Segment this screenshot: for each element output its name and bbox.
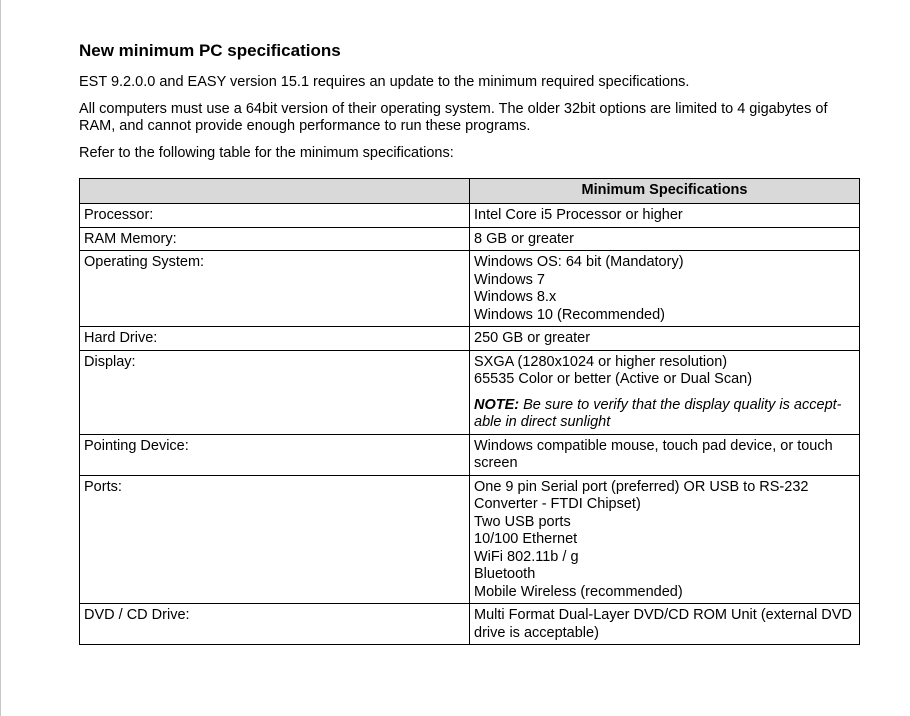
- value-line: Windows OS: 64 bit (Mandatory): [474, 254, 684, 270]
- row-value-dvd-cd-drive: [470, 604, 860, 645]
- display-note: [474, 397, 855, 432]
- os-requirement-paragraph: All computers must use a 64bit version of their operating system. The older 32bit options are limited to 4 gigabytes of RAM, and cannot provide enough performance to run these programs.: [79, 101, 828, 134]
- value-line: Windows 8.x: [474, 289, 557, 305]
- row-label-processor: Processor:: [80, 204, 470, 228]
- table-header-row: [80, 179, 860, 204]
- row-label-dvd-cd-drive: DVD / CD Drive:: [80, 604, 470, 645]
- row-label-ram: RAM Memory:: [80, 227, 470, 251]
- table-row: [80, 350, 860, 434]
- table-row: [80, 251, 860, 327]
- value-line: 65535 Color or better (Active or Dual Scan): [474, 371, 753, 387]
- note-label: NOTE:: [474, 396, 520, 413]
- note-text: Be sure to verify that the display quality is accept-able in direct sunlight: [474, 396, 842, 430]
- row-value-ram: [470, 227, 860, 251]
- row-label-ports: Ports:: [80, 475, 470, 604]
- row-value-os: [470, 251, 860, 327]
- value-line: SXGA (1280x1024 or higher resolution): [474, 353, 728, 370]
- table-row: [80, 604, 860, 645]
- value-line: Bluetooth: [474, 566, 536, 582]
- table-reference-paragraph: Refer to the following table for the minimum specifications:: [79, 145, 454, 161]
- value-line: 250 GB or greater: [474, 330, 591, 346]
- row-label-hard-drive: Hard Drive:: [80, 327, 470, 351]
- row-value-hard-drive: [470, 327, 860, 351]
- value-line: Two USB ports: [474, 513, 571, 530]
- row-label-os: Operating System:: [80, 251, 470, 327]
- value-line: Windows compatible mouse, touch pad device, or touch screen: [474, 437, 833, 471]
- value-line: 8 GB or greater: [474, 230, 574, 247]
- table-row: [80, 227, 860, 251]
- row-value-processor: [470, 204, 860, 228]
- value-line: 10/100 Ethernet: [474, 531, 578, 547]
- document-body: [79, 40, 861, 645]
- table-row: [80, 327, 860, 351]
- row-value-pointing-device: [470, 434, 860, 475]
- value-line: WiFi 802.11b / g: [474, 548, 579, 565]
- value-line: Multi Format Dual-Layer DVD/CD ROM Unit (external DVD drive is acceptable): [474, 607, 852, 641]
- row-value-display: [470, 350, 860, 434]
- value-line: Windows 10 (Recommended): [474, 306, 665, 323]
- header-blank-cell: [80, 179, 470, 204]
- row-value-ports: [470, 475, 860, 604]
- table-row: [80, 434, 860, 475]
- specifications-table: [79, 178, 860, 645]
- page-title: New minimum PC specifications: [79, 41, 341, 60]
- intro-paragraph: EST 9.2.0.0 and EASY version 15.1 requires an update to the minimum required specifications.: [79, 74, 690, 90]
- value-line: Intel Core i5 Processor or higher: [474, 207, 683, 223]
- value-line: Mobile Wireless (recommended): [474, 583, 683, 600]
- value-line: One 9 pin Serial port (preferred) OR USB to RS-232 Converter - FTDI Chipset): [474, 478, 809, 512]
- row-label-pointing-device: Pointing Device:: [80, 434, 470, 475]
- header-minimum-specifications: Minimum Specifications: [470, 179, 860, 204]
- page-left-edge: [0, 0, 1, 716]
- row-label-display: Display:: [80, 350, 470, 434]
- table-row: [80, 475, 860, 604]
- table-row: [80, 204, 860, 228]
- value-line: Windows 7: [474, 271, 545, 288]
